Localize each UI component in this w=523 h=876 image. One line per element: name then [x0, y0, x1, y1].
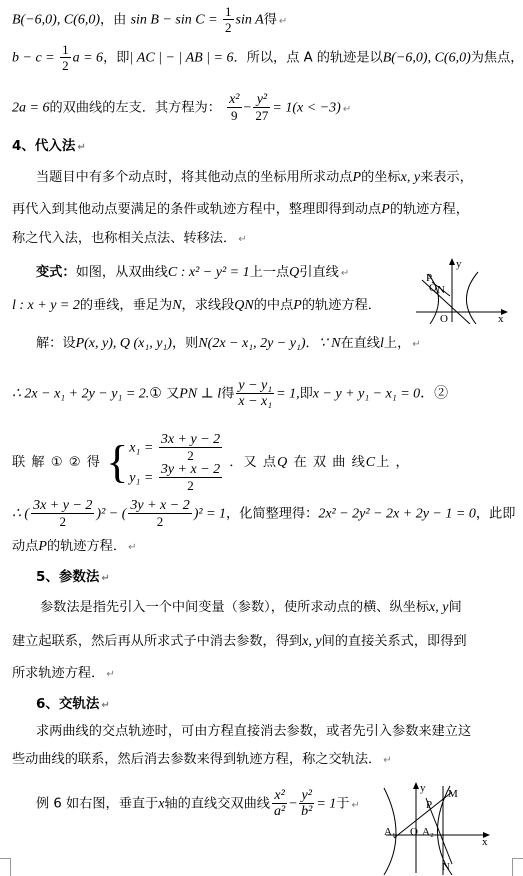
system-row-2 — [129, 462, 224, 492]
math: l — [380, 336, 384, 351]
math: 2a = 6 — [12, 100, 50, 116]
solution-line-1 — [36, 334, 421, 355]
denominator: 2 — [62, 58, 69, 73]
text: 来表示， — [420, 170, 473, 185]
paragraph-5-line-2 — [12, 632, 467, 652]
left-brace: { — [106, 436, 130, 487]
text: 为焦点， — [470, 50, 523, 66]
math: x₁ = — [129, 440, 157, 456]
numerator: x² — [272, 788, 287, 804]
fig2-label-p: P — [426, 799, 433, 811]
text: ． — [305, 336, 319, 351]
math: )² − ( — [96, 506, 127, 522]
text: ．又 点 — [229, 455, 278, 470]
variant-label: 变式： — [36, 265, 76, 280]
text: ，此即 — [475, 506, 516, 522]
math: B(−6,0), C(6,0) — [382, 50, 471, 66]
text: 上一点 — [249, 265, 290, 280]
paragraph-mark-icon: ↵ — [351, 799, 360, 811]
math: x − y + y₁ − x₁ = 0 — [312, 386, 421, 402]
text: 如图，从双曲线 — [75, 265, 168, 280]
fraction — [272, 788, 287, 819]
text: 得 — [263, 12, 277, 28]
text: 的坐标 — [361, 170, 401, 185]
text: 的双曲线的左支．其方程为： — [49, 100, 221, 116]
text: ，化简整理得： — [226, 506, 319, 522]
paragraph-mark-icon: ↵ — [340, 268, 350, 279]
text: 的垂线，垂足为 — [79, 298, 173, 313]
text: 解：设 — [36, 336, 76, 351]
text: 称之代入法，也称相关点法、转移法． — [12, 231, 237, 246]
denominator: 9 — [231, 108, 238, 123]
numerator: 3y + x − 2 — [130, 498, 190, 513]
line-1 — [12, 4, 287, 35]
heading-text: 5、参数法 — [36, 569, 100, 585]
paragraph-5-line-3 — [12, 664, 115, 685]
fig2-label-a1: A₁ — [384, 826, 396, 838]
text: 动点 — [12, 539, 39, 554]
section-heading-6 — [36, 694, 110, 716]
numerator: y² — [253, 92, 270, 108]
fig2-label-x: x — [482, 836, 488, 848]
fig1-label-y: y — [456, 258, 462, 270]
denominator: a² — [274, 804, 286, 819]
circled-number: ．② — [420, 386, 449, 402]
math: PN ⊥ l — [179, 386, 222, 402]
math: x, y — [429, 600, 449, 615]
math: l : x + y = 2 — [12, 298, 80, 313]
hyperbola-figure-1 — [412, 252, 512, 324]
fraction — [31, 498, 94, 529]
math: x, y — [302, 634, 322, 649]
text: ，则 — [171, 336, 199, 351]
example-6-line: 例 6 如右图，垂直于x轴的直线交双曲线 $\frac{\text{x²}}{\text{a²}}$ − $\frac{\text{y²}}{\text{b²}}$ = 1于 ↵ — [36, 788, 360, 819]
text: 在直线 — [340, 336, 380, 351]
text: 轴的直线交双曲线 — [164, 796, 270, 812]
math: 2x² − 2y² − 2x + 2y − 1 = 0 — [318, 506, 476, 522]
section-heading-4 — [12, 136, 86, 158]
math: Q — [277, 455, 289, 470]
text: 上 ， — [376, 455, 410, 470]
math: = 1(x < −3) — [272, 100, 341, 116]
paragraph-mark-icon: ↵ — [106, 669, 115, 680]
text: 些动曲线的联系，然后消去参数来得到轨迹方程，称之交轨法． — [12, 752, 382, 767]
text: 的中点 — [253, 298, 294, 313]
text: 当题目中有多个动点时，将其他动点的坐标用所求动点 — [36, 170, 353, 185]
math: )² = 1 — [193, 506, 227, 522]
math: = 1, — [276, 386, 300, 402]
fraction — [299, 788, 314, 819]
math: C — [365, 455, 377, 470]
text: 参数法是指先引入一个中间变量（参数），使所求动点的横、纵坐标 — [40, 600, 430, 615]
text: 求两曲线的交点轨迹时，可由方程直接消去参数，或者先引入参数来建立这 — [36, 724, 472, 739]
text: 在 双 曲 线 — [293, 455, 366, 470]
numerator: y² — [299, 788, 314, 804]
text: 建立起联系，然后再从所求式子中消去参数，得到 — [12, 634, 303, 649]
text: 间的直接关系式，即得到 — [321, 634, 467, 649]
paragraph-4-line-3 — [12, 229, 247, 250]
math: a = 6 — [72, 50, 104, 66]
fraction — [253, 92, 270, 123]
math: C : x² − y² = 1 — [167, 265, 250, 280]
paragraph-mark-icon: ↵ — [238, 234, 247, 245]
denominator: b² — [301, 804, 313, 819]
paragraph-mark-icon: ↵ — [101, 700, 110, 711]
fig2-label-o: O — [410, 826, 418, 838]
text: 联 解 ① ② 得 — [12, 455, 101, 470]
math: ∴ 2x − x₁ + 2y − y₁ = 2. — [12, 386, 150, 402]
denominator: 2 — [59, 514, 66, 529]
math: P — [293, 298, 302, 313]
math-eq: sin A — [235, 12, 264, 28]
numerator: x² — [229, 92, 240, 107]
text: 例 6 如右图，垂直于 — [36, 796, 159, 812]
text: 于 — [336, 796, 350, 812]
fraction — [128, 498, 191, 529]
math-points: B(−6,0), C(6,0) — [12, 12, 100, 28]
text: 的轨迹方程． — [301, 298, 381, 313]
text: ．所以，点 A 的轨迹是以 — [233, 50, 383, 66]
text: 的轨迹方程． — [46, 539, 127, 554]
fig2-label-m: M — [448, 788, 458, 800]
fraction — [223, 4, 234, 35]
numerator: y − y₁ — [238, 378, 273, 393]
variant-line-1 — [36, 263, 349, 284]
paragraph-4-line-1 — [36, 168, 473, 188]
heading-text: 6、交轨法 — [36, 696, 100, 712]
math-eq: sin B − sin C = — [130, 12, 222, 28]
fig1-label-x: x — [498, 313, 504, 324]
math: b − c = — [12, 50, 59, 66]
variant-line-2 — [12, 296, 381, 316]
numerator: 1 — [62, 42, 69, 57]
crop-mark-right — [512, 858, 523, 876]
fraction — [236, 378, 274, 409]
text: ，即 — [103, 50, 130, 66]
paragraph-mark-icon: ↵ — [412, 339, 421, 350]
line-3: 2a = 6的双曲线的左支．其方程为： $\frac{\text{x²}}{9}$ − $\frac{\text{y²}}{27}$ = 1(x < −3) ↵ — [12, 92, 352, 123]
math: P — [38, 539, 47, 554]
math: ∴ ( — [12, 506, 30, 522]
text: 间 — [448, 600, 462, 615]
fraction — [227, 92, 241, 123]
denominator: 2 — [156, 514, 164, 529]
numerator: 3y + x − 2 — [160, 462, 221, 477]
math: ∵ N — [318, 336, 341, 351]
paragraph-5-line-1 — [40, 598, 462, 618]
text: 得 — [221, 386, 235, 402]
math: N — [172, 298, 182, 313]
denominator: 2 — [225, 20, 232, 35]
math: = 1 — [316, 796, 337, 812]
fraction — [159, 432, 222, 463]
numerator: 3x + y − 2 — [33, 498, 93, 513]
math: | AC | − | AB | = 6 — [129, 50, 234, 66]
math: P — [352, 170, 362, 185]
fig2-label-y: y — [420, 782, 426, 794]
result-line-2 — [12, 537, 136, 558]
paragraph-6-line-2 — [12, 750, 392, 771]
paragraph-6-line-1 — [36, 722, 471, 742]
math: N(2x − x₁, 2y − y₁) — [198, 336, 306, 351]
numerator: 1 — [225, 4, 232, 19]
denominator: 27 — [255, 108, 269, 123]
fraction — [159, 462, 222, 493]
text: 上， — [383, 336, 411, 351]
fig1-label-o: O — [440, 313, 448, 324]
paragraph-mark-icon: ↵ — [383, 755, 392, 766]
line-2 — [12, 42, 523, 73]
math: x — [158, 796, 165, 812]
fig1-label-q: Q — [429, 282, 437, 294]
fraction — [60, 42, 71, 73]
math: x, y — [400, 170, 421, 185]
denominator: x − x₁ — [238, 394, 273, 409]
paragraph-mark-icon: ↵ — [278, 15, 288, 27]
text: ，求线段 — [181, 298, 235, 313]
equation-system — [129, 432, 224, 492]
math: QN — [234, 298, 254, 313]
text: 所求轨迹方程． — [12, 666, 105, 681]
crop-mark-left — [0, 858, 11, 876]
paragraph-mark-icon: ↵ — [101, 573, 110, 584]
system-row-1 — [129, 432, 224, 462]
denominator: 2 — [187, 478, 194, 493]
text: 即 — [299, 386, 313, 402]
text: 引直线 — [299, 265, 339, 280]
fig1-label-n: N — [437, 284, 445, 296]
text: 再代入到其他动点要满足的条件或轨迹方程中，整理即得到动点 — [12, 202, 382, 217]
heading-text: 4、代入法 — [12, 138, 76, 154]
system-line — [12, 432, 410, 492]
math: P — [381, 202, 390, 217]
solution-line-2 — [12, 378, 448, 409]
fig2-label-n: N — [442, 861, 450, 873]
text: 又 — [166, 386, 180, 402]
paragraph-mark-icon: ↵ — [342, 103, 352, 115]
math: P(x, y), Q (x₁, y₁) — [75, 336, 172, 351]
text: ，由 — [100, 12, 127, 28]
paragraph-4-line-2 — [12, 200, 469, 220]
circled-number: ① — [149, 386, 162, 402]
math: y₁ = — [129, 470, 157, 486]
text: 的轨迹方程， — [389, 202, 469, 217]
numerator: 3x + y − 2 — [160, 432, 221, 447]
paragraph-mark-icon: ↵ — [77, 142, 86, 153]
denominator: 2 — [187, 448, 194, 463]
math: Q — [289, 265, 300, 280]
section-heading-5 — [36, 567, 110, 589]
paragraph-mark-icon: ↵ — [128, 542, 137, 553]
fig1-label-p: P — [426, 272, 433, 284]
result-line-1 — [12, 498, 515, 529]
fig2-label-a2: A₂ — [422, 826, 434, 838]
hyperbola-figure-2 — [382, 778, 498, 875]
